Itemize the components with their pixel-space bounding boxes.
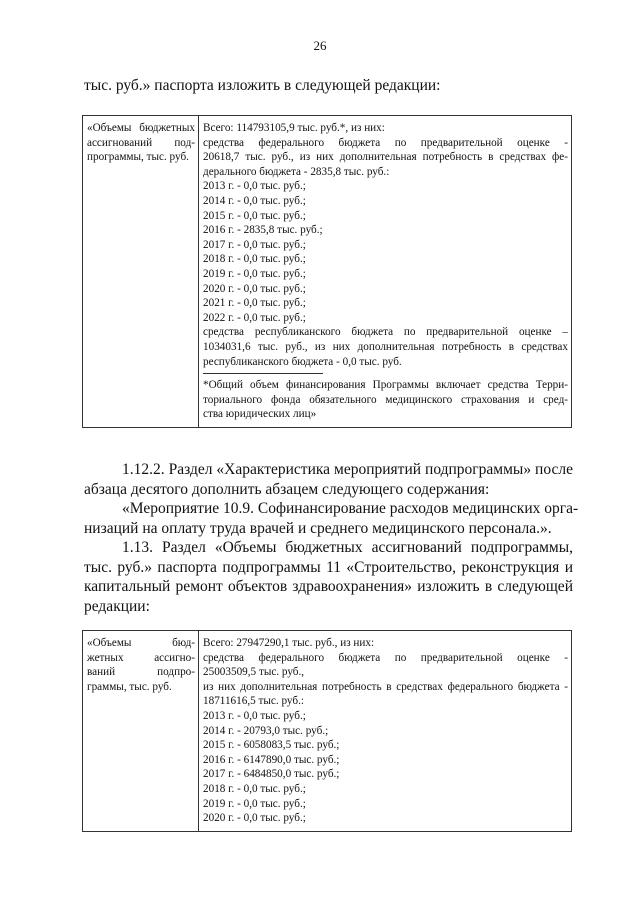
paragraph-line: 1.12.2. Раздел «Характеристика мероприятий подпрограммы» после [122,461,573,478]
table-2-values [203,636,568,826]
table-2-value-line: 2018 г. - 0,0 тыс. руб.; [203,782,306,795]
table-1-value-line: 2020 г. - 0,0 тыс. руб.; [203,282,306,295]
table-1-label-line: «Объемы бюджетных [87,122,195,134]
paragraph-line: «Мероприятие 10.9. Софинансирование расходов медицинских орга- [122,500,579,517]
table-1-footnote [203,378,568,422]
table-1-value-line: республиканского бюджета - 0,0 тыс. руб. [203,355,402,368]
table-2-value-line: 2015 г. - 6058083,5 тыс. руб.; [203,739,340,752]
table-2-label-cell [83,631,199,832]
paragraph-line: 1.13. Раздел «Объемы бюджетных ассигнований подпрограммы, [122,539,573,556]
table-2-label-line: «Объемы бюд- [87,637,195,649]
paragraph-line: низаций на оплату труда врачей и среднего медицинского персонала.». [84,519,552,537]
table-2-value-line: средства федерального бюджета по предварительной оценке - [203,651,568,664]
table-1-value-line: средства федерального бюджета по предварительной оценке - [203,136,568,149]
paragraph-line: тыс. руб.» паспорта подпрограммы 11 «Строительство, реконструкция и [84,558,573,576]
table-1-value-line: дерального бюджета - 2835,8 тыс. руб.: [203,165,390,178]
table-2-value-line: 2019 г. - 0,0 тыс. руб.; [203,797,306,810]
table-2-value-line: 2014 г. - 20793,0 тыс. руб.; [203,724,329,737]
table-2-value-line: 25003509,5 тыс. руб., [203,666,305,679]
table-1-value-line: 2016 г. - 2835,8 тыс. руб.; [203,224,323,237]
table-2-value-line: Всего: 27947290,1 тыс. руб., из них: [203,637,375,649]
table-1-label [87,121,195,165]
footnote-line: ториального фонда обязательного медицинского страхования и сред- [203,393,568,406]
table-2-label-line: жетных ассигно- [87,651,195,664]
footnote-rule [203,373,323,374]
footnote-line: ства юридических лиц» [203,408,317,421]
page-number: 26 [313,38,327,53]
table-2-value-line: 18711616,5 тыс. руб.: [203,695,304,708]
table-1-value-line: Всего: 114793105,9 тыс. руб.*, из них: [203,122,385,134]
table-2-label-line: граммы, тыс. руб. [87,680,172,693]
paragraph-line: абзаца десятого дополнить абзацем следующего содержания: [84,480,490,498]
table-1-label-cell [83,116,199,428]
table-2-label [87,636,195,694]
table-2-value-line: 2017 г. - 6484850,0 тыс. руб.; [203,768,340,781]
table-1-value-line: 2021 г. - 0,0 тыс. руб.; [203,297,306,310]
table-1-value-line: 2014 г. - 0,0 тыс. руб.; [203,194,306,207]
table-2-value-cell [199,631,572,832]
budget-table-2 [82,630,572,832]
table-1-label-line: ассигнований под- [87,136,195,149]
table-1-label-line: программы, тыс. руб. [87,151,189,164]
lead-text: тыс. руб.» паспорта изложить в следующей редакции: [84,77,441,94]
table-1-values [203,121,568,369]
table-1-value-line: 2022 г. - 0,0 тыс. руб.; [203,311,306,324]
table-1-value-line: средства республиканского бюджета по предварительной оценке – [203,326,568,339]
table-1-value-line: 1034031,6 тыс. руб., из них дополнительная потребность в средствах [203,340,568,353]
paragraph-line: редакции: [84,597,150,615]
table-1-value-line: 2013 г. - 0,0 тыс. руб.; [203,180,306,193]
footnote-line: *Общий объем финансирования Программы включает средства Терри- [203,379,568,392]
body-paragraphs [84,460,579,616]
table-1-value-line: 20618,7 тыс. руб., из них дополнительная потребность в средствах фе- [203,151,568,164]
table-2-value-line: 2016 г. - 6147890,0 тыс. руб.; [203,753,340,766]
paragraph-line: капитальный ремонт объектов здравоохранения» изложить в следующей [84,578,573,595]
table-1-value-line: 2019 г. - 0,0 тыс. руб.; [203,267,306,280]
table-1-value-cell [199,116,572,428]
table-2-label-line: ваний подпро- [87,666,195,679]
table-2-value-line: 2013 г. - 0,0 тыс. руб.; [203,709,306,722]
table-2-value-line: 2020 г. - 0,0 тыс. руб.; [203,812,306,825]
budget-table-1 [82,115,572,428]
table-1-value-line: 2017 г. - 0,0 тыс. руб.; [203,238,306,251]
table-1-value-line: 2015 г. - 0,0 тыс. руб.; [203,209,306,222]
table-2-value-line: из них дополнительная потребность в средствах федерального бюджета - [203,680,568,693]
table-1-value-line: 2018 г. - 0,0 тыс. руб.; [203,253,306,266]
